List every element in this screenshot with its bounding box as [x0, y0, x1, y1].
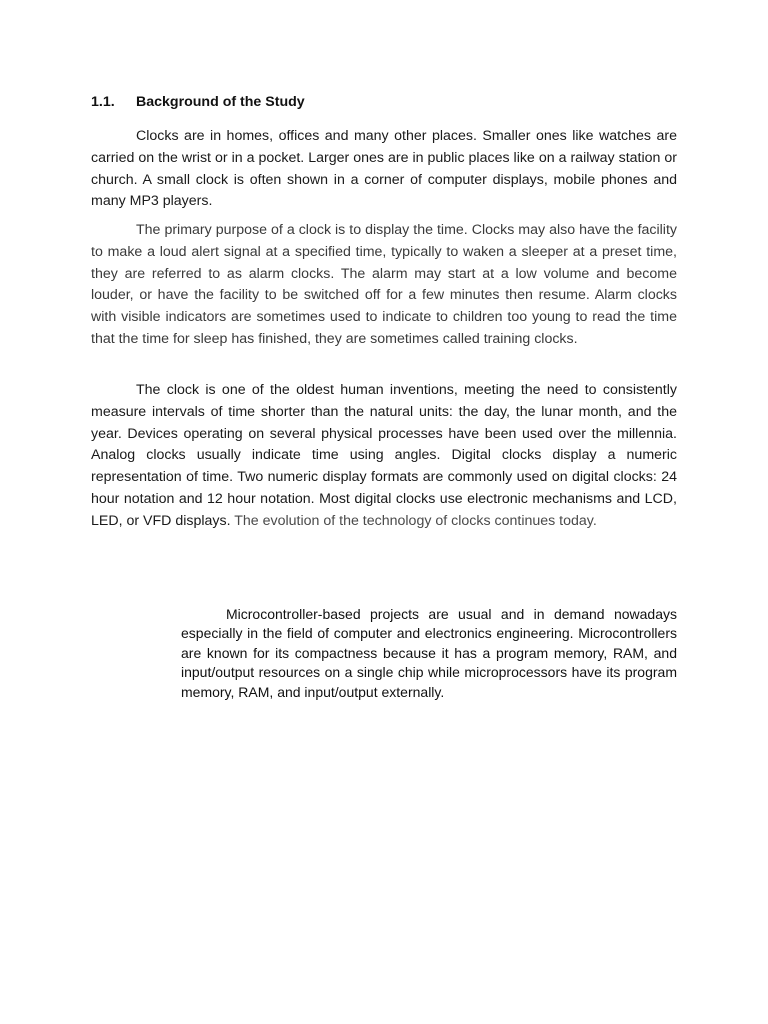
section-heading: [91, 92, 305, 112]
paragraph-clock-history: [91, 380, 677, 533]
paragraph-clock-purpose: The primary purpose of a clock is to display the time. Clocks may also have the facility to make a loud alert signal at a specified time, typically to waken a sleeper at a preset time, they are referred to as alarm clocks. The alarm may start at a low volume and become louder, or have the facility to be switched off for a few minutes then resume. Alarm clocks with visible indicators are sometimes used to indicate to children too young to read the time that the time for sleep has finished, they are sometimes called training clocks.: [91, 222, 677, 347]
paragraph-clocks-locations: Clocks are in homes, offices and many other places. Smaller ones like watches are carried on the wrist or in a pocket. Larger ones are in public places like on a railway station or church. A small clock is often shown in a corner of computer displays, mobile phones and many MP3 players.: [91, 128, 677, 210]
paragraph-microcontroller: Microcontroller-based projects are usual and in demand nowadays especially in the field of computer and electronics engineering. Microcontrollers are known for its compactness because it has a program memory, RAM, and input/output resources on a single chip while microprocessors have its program memory, RAM, and input/output externally.: [181, 606, 677, 700]
paragraph-clock-history-main: The clock is one of the oldest human inventions, meeting the need to consistently measure intervals of time shorter than the natural units: the day, the lunar month, and the year. Devices operating on several physical processes have been used over the millennia. Analog clocks usually indicate time using angles. Digital clocks display a numeric representation of time. Two numeric display formats are commonly used on digital clocks: 24 hour notation and 12 hour notation. Most digital clocks use electronic mechanisms and LCD, LED, or VFD displays.: [91, 382, 677, 529]
paragraph-clock-history-tail: The evolution of the technology of clocks continues today.: [234, 512, 597, 529]
section-title: Background of the Study: [136, 94, 305, 110]
section-number: 1.1.: [91, 94, 115, 110]
